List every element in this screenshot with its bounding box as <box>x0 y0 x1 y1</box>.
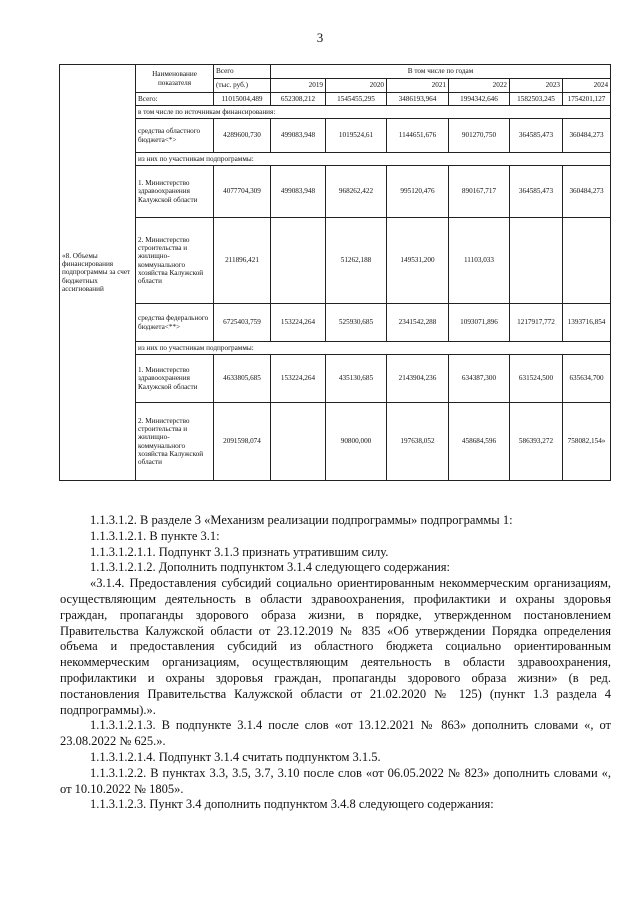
value-cell: 525930,685 <box>326 304 387 342</box>
value-cell: 1217917,772 <box>510 304 563 342</box>
value-cell: 890167,717 <box>449 166 510 218</box>
paragraph: «3.1.4. Предоставления субсидий социально ориентированным некоммерческим организациям, осуществляющим деятельность в области здравоохранения, профилактики и охраны здоровья граждан, пропаганды здорового образа жизни, в порядке, утвержденном постановлением Правительства Калужской области от 23.12.2019 № 835 «Об утверждении Порядка определения объема и предоставления субсидий из областного бюджета социально ориентированным некоммерческим организациям, осуществляющим деятельность в области здравоохранения, профилактики и охраны здоровья граждан, пропаганды здорового образа жизни» (в ред. постановления Правительства Калужской области от 21.02.2020 № 125) (пункт 1.3 раздела 4 подпрограммы).». <box>60 576 611 717</box>
value-cell: 901270,750 <box>449 119 510 153</box>
participant-label: 2. Министерство строительства и жилищно-коммунального хозяйства Калужской области <box>136 403 214 481</box>
value-cell <box>563 218 611 304</box>
paragraph: 1.1.3.1.2.1. В пункте 3.1: <box>90 528 220 543</box>
total-row-label: Всего: <box>136 93 214 106</box>
total-cell: 4633805,685 <box>214 355 271 403</box>
year-header: 2021 <box>387 79 449 93</box>
value-cell: 634387,300 <box>449 355 510 403</box>
federal-budget-label: средства федерального бюджета<**> <box>136 304 214 342</box>
paragraph: 1.1.3.1.2.1.2. Дополнить подпунктом 3.1.4 следующего содержания: <box>90 560 451 575</box>
value-cell <box>510 218 563 304</box>
value-cell: 149531,200 <box>387 218 449 304</box>
total-cell: 11015004,489 <box>214 93 271 106</box>
value-cell: 1093071,896 <box>449 304 510 342</box>
year-header: 2022 <box>449 79 510 93</box>
total-cell: 6725403,759 <box>214 304 271 342</box>
year-header: 2023 <box>510 79 563 93</box>
by-participants-label: из них по участникам подпрограммы: <box>136 342 611 355</box>
value-cell: 1994342,646 <box>449 93 510 106</box>
document-text <box>60 513 611 813</box>
value-cell: 652308,212 <box>271 93 326 106</box>
value-cell: 1754201,127 <box>563 93 611 106</box>
value-cell: 586393,272 <box>510 403 563 481</box>
financing-table <box>59 64 611 481</box>
by-source-label: в том числе по источникам финансирования: <box>136 106 611 119</box>
value-cell: 2341542,288 <box>387 304 449 342</box>
paragraph: 1.1.3.1.2.1.1. Подпункт 3.1.3 признать утратившим силу. <box>90 544 389 559</box>
by-participants-label: из них по участникам подпрограммы: <box>136 153 611 166</box>
value-cell: 2143904,236 <box>387 355 449 403</box>
value-cell: 197638,052 <box>387 403 449 481</box>
value-cell <box>271 218 326 304</box>
value-cell: 435130,685 <box>326 355 387 403</box>
col-units: (тыс. руб.) <box>214 79 271 93</box>
col-total-header: Всего <box>214 65 271 79</box>
year-header: 2019 <box>271 79 326 93</box>
value-cell: 499083,948 <box>271 119 326 153</box>
value-cell: 635634,700 <box>563 355 611 403</box>
value-cell <box>271 403 326 481</box>
total-cell: 2091598,074 <box>214 403 271 481</box>
participant-label: 2. Министерство строительства и жилищно-коммунального хозяйства Калужской области <box>136 218 214 304</box>
value-cell: 1393716,854 <box>563 304 611 342</box>
participant-label: 1. Министерство здравоохранения Калужской области <box>136 166 214 218</box>
value-cell: 3486193,964 <box>387 93 449 106</box>
paragraph: 1.1.3.1.2. В разделе 3 «Механизм реализации подпрограммы» подпрограммы 1: <box>90 513 513 527</box>
year-header: 2020 <box>326 79 387 93</box>
value-cell: 631524,500 <box>510 355 563 403</box>
value-cell: 758082,154» <box>563 403 611 481</box>
value-cell: 968262,422 <box>326 166 387 218</box>
value-cell: 364585,473 <box>510 166 563 218</box>
value-cell: 360484,273 <box>563 119 611 153</box>
value-cell: 11103,033 <box>449 218 510 304</box>
value-cell: 153224,264 <box>271 304 326 342</box>
value-cell: 1019524,61 <box>326 119 387 153</box>
value-cell: 1144651,676 <box>387 119 449 153</box>
total-cell: 4077704,309 <box>214 166 271 218</box>
value-cell: 90800,000 <box>326 403 387 481</box>
paragraph: 1.1.3.1.2.3. Пункт 3.4 дополнить подпунктом 3.4.8 следующего содержания: <box>90 797 494 812</box>
value-cell: 360484,273 <box>563 166 611 218</box>
paragraph: 1.1.3.1.2.1.4. Подпункт 3.1.4 считать подпунктом 3.1.5. <box>90 749 381 764</box>
value-cell: 1582503,245 <box>510 93 563 106</box>
value-cell: 364585,473 <box>510 119 563 153</box>
participant-label: 1. Министерство здравоохранения Калужской области <box>136 355 214 403</box>
total-cell: 211896,421 <box>214 218 271 304</box>
section-label: «8. Объемы финансирования подпрограммы за счет бюджетных ассигнований <box>60 65 136 481</box>
year-header: 2024 <box>563 79 611 93</box>
paragraph: 1.1.3.1.2.2. В пунктах 3.3, 3.5, 3.7, 3.10 после слов «от 06.05.2022 № 823» дополнить словами «, от 10.10.2022 № 1805». <box>60 765 611 796</box>
value-cell: 153224,264 <box>271 355 326 403</box>
page-number: 3 <box>316 30 324 45</box>
total-cell: 4289600,730 <box>214 119 271 153</box>
value-cell: 1545455,295 <box>326 93 387 106</box>
col-name-header: Наименование показателя <box>136 65 214 93</box>
value-cell: 995120,476 <box>387 166 449 218</box>
value-cell: 51262,188 <box>326 218 387 304</box>
years-header: В том числе по годам <box>271 65 611 79</box>
paragraph: 1.1.3.1.2.1.3. В подпункте 3.1.4 после слов «от 13.12.2021 № 863» дополнить словами «, от 23.08.2022 № 625.». <box>60 718 611 749</box>
regional-budget-label: средства областного бюджета<*> <box>136 119 214 153</box>
value-cell: 499083,948 <box>271 166 326 218</box>
value-cell: 458684,596 <box>449 403 510 481</box>
